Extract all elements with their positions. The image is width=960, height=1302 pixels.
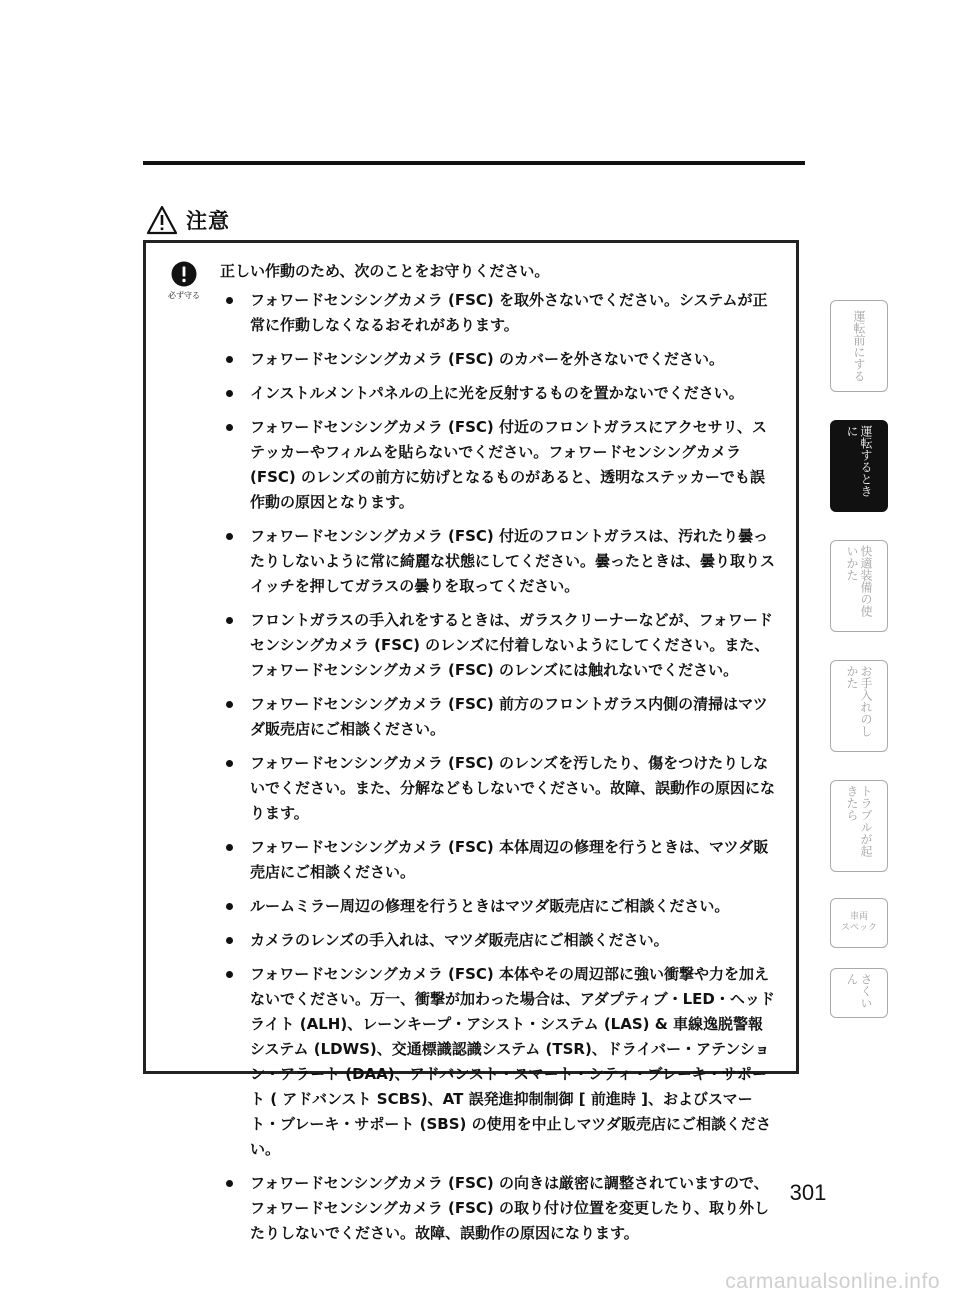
caution-item — [220, 692, 776, 742]
caution-intro: 正しい作動のため、次のことをお守りください。 — [220, 262, 550, 280]
caution-item-text: フォワードセンシングカメラ (FSC) 本体やその周辺部に強い衝撃や力を加えないでください。万一、衝撃が加わった場合は、アダプティブ・LED・ヘッドライト (ALH)、レーンキープ・アシスト・システム (LAS) & 車線逸脱警報システム (LDWS)、交通標識認識システム (TSR)、ドライバー・アテンション・アラート (DAA)、アドバンスト・スマート・シティ・ブレーキ・サポート ( アドバンスト SCBS)、AT 誤発進抑制制御 [ 前進時 ]、およびスマート・ブレーキ・サポート (SBS) の使用を中止しマツダ販売店にご相談ください。 — [250, 965, 775, 1158]
caution-item — [220, 928, 776, 953]
caution-item — [220, 751, 776, 826]
caution-content — [220, 259, 776, 1255]
tab-specifications-line2: スペック — [840, 923, 877, 933]
top-rule — [143, 161, 805, 165]
caution-box — [143, 240, 799, 1242]
tab-comfort-equipment[interactable]: 快適装備の使いかた — [830, 540, 888, 632]
caution-item-text: カメラのレンズの手入れは、マツダ販売店にご相談ください。 — [250, 931, 669, 949]
must-follow-mark — [164, 261, 204, 301]
caution-item — [220, 608, 776, 683]
bullet-icon — [226, 297, 233, 304]
watermark: carmanualsonline.info — [725, 1270, 940, 1293]
bullet-icon — [226, 937, 233, 944]
caution-item-text: フォワードセンシングカメラ (FSC) を取外さないでください。システムが正常に作動しなくなるおそれがあります。 — [250, 291, 768, 334]
bullet-icon — [226, 356, 233, 363]
caution-heading — [146, 204, 230, 236]
bullet-icon — [226, 971, 233, 978]
tab-specifications-line1: 車両 — [849, 912, 868, 922]
caution-item-text: フォワードセンシングカメラ (FSC) 本体周辺の修理を行うときは、マツダ販売店にご相談ください。 — [250, 838, 769, 881]
tab-index[interactable]: さくいん — [830, 968, 888, 1018]
caution-item-text: インストルメントパネルの上に光を反射するものを置かないでください。 — [250, 384, 744, 402]
caution-item-text: フォワードセンシングカメラ (FSC) のカバーを外さないでください。 — [250, 350, 724, 368]
caution-item — [220, 347, 776, 372]
page-number: 301 — [789, 1180, 827, 1205]
caution-item-text: フォワードセンシングカメラ (FSC) の向きは厳密に調整されていますので、フォワードセンシングカメラ (FSC) の取り付け位置を変更したり、取り外したりしないでください。故障、誤動作の原因になります。 — [250, 1174, 769, 1242]
bullet-icon — [226, 617, 233, 624]
bullet-icon — [226, 424, 233, 431]
bullet-icon — [226, 1180, 233, 1187]
warning-triangle-icon — [146, 205, 178, 235]
bullet-icon — [226, 390, 233, 397]
exclamation-circle-icon — [171, 261, 197, 287]
tab-before-driving[interactable]: 運転前にする — [830, 300, 888, 392]
tab-maintenance[interactable]: お手入れのしかた — [830, 660, 888, 752]
tab-when-driving[interactable]: 運転するときに — [830, 420, 888, 512]
tab-specifications[interactable] — [830, 898, 888, 948]
caution-item — [220, 894, 776, 919]
bullet-icon — [226, 701, 233, 708]
caution-list — [220, 288, 776, 1246]
caution-item — [220, 1171, 776, 1246]
caution-item — [220, 415, 776, 515]
caution-item-text: ルームミラー周辺の修理を行うときはマツダ販売店にご相談ください。 — [250, 897, 730, 915]
caution-item-text: フォワードセンシングカメラ (FSC) 付近のフロントガラスは、汚れたり曇ったりしないように常に綺麗な状態にしてください。曇ったときは、曇り取りスイッチを押してガラスの曇りを取ってください。 — [250, 527, 776, 595]
caution-item — [220, 288, 776, 338]
bullet-icon — [226, 903, 233, 910]
must-follow-label: 必ず守る — [168, 291, 200, 300]
bullet-icon — [226, 760, 233, 767]
caution-item — [220, 835, 776, 885]
caution-item-text: フロントガラスの手入れをするときは、ガラスクリーナーなどが、フォワードセンシングカメラ (FSC) のレンズに付着しないようにしてください。また、フォワードセンシングカメラ (FSC) のレンズには触れないでください。 — [250, 611, 773, 679]
caution-item — [220, 962, 776, 1162]
caution-item — [220, 381, 776, 406]
caution-item — [220, 524, 776, 599]
caution-item-text: フォワードセンシングカメラ (FSC) 前方のフロントガラス内側の清掃はマツダ販売店にご相談ください。 — [250, 695, 768, 738]
bullet-icon — [226, 844, 233, 851]
caution-item-text: フォワードセンシングカメラ (FSC) のレンズを汚したり、傷をつけたりしないでください。また、分解などもしないでください。故障、誤動作の原因になります。 — [250, 754, 776, 822]
caution-item-text: フォワードセンシングカメラ (FSC) 付近のフロントガラスにアクセサリ、ステッカーやフィルムを貼らないでください。フォワードセンシングカメラ (FSC) のレンズの前方に妨げとなるものがあると、透明なステッカーでも誤作動の原因となります。 — [250, 418, 767, 511]
tab-troubleshooting[interactable]: トラブルが起きたら — [830, 780, 888, 872]
bullet-icon — [226, 533, 233, 540]
caution-title: 注意 — [186, 209, 230, 233]
